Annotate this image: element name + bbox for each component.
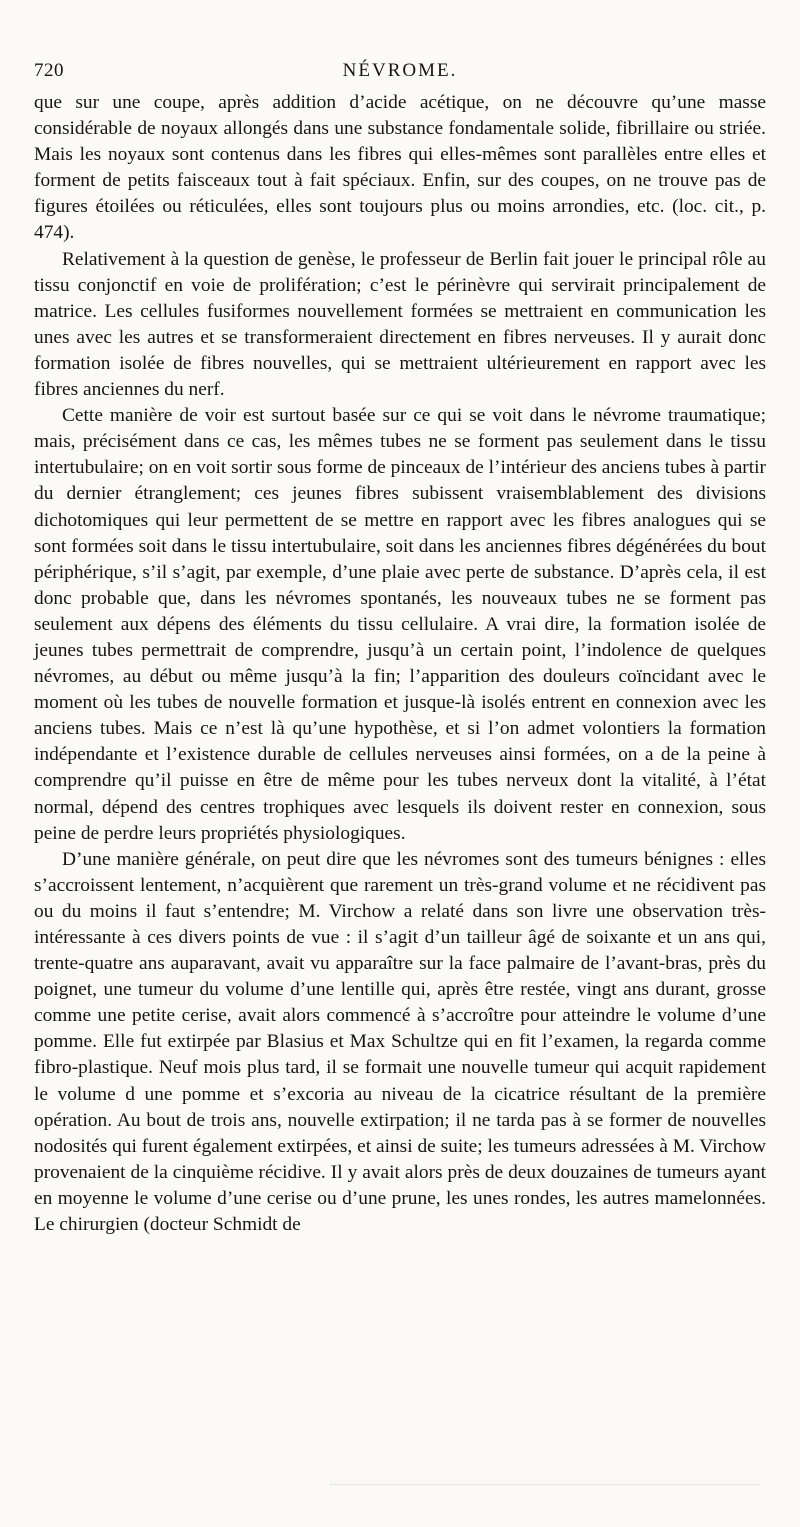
paragraph-genesis: Relativement à la question de genèse, le professeur de Berlin fait jouer le principal rôle au tissu conjonctif en voie de prolifération; c’est le périnèvre qui servirait principalement de matrice. Les cellules fusiformes nouvellement formées se mettraient en communication les unes avec les autres et se transformeraient directement en fibres nerveuses. Il y aurait donc formation isolée de fibres nouvelles, qui se mettraient ultérieurement en rapport avec les fibres anciennes du nerf. — [34, 248, 766, 401]
paragraph-benign-tumors: D’une manière générale, on peut dire que les névromes sont des tumeurs bénignes : elles s’accroissent lentement, n’acquièrent que rarement un très-grand volume et ne récidivent pas ou du moins il faut s’entendre; M. Virchow a relaté dans son livre une observation très-intéressante à ces divers points de vue : il s’agit d’un tailleur âgé de soixante et un ans qui, trente-quatre ans auparavant, avait vu apparaître sur la face palmaire de l’avant-bras, près du poignet, une tumeur du volume d’une lentille qui, après être restée, vingt ans durant, grosse comme une petite cerise, avait alors commencé à s’accroître pour atteindre le volume d’une pomme. Elle fut extirpée par Blasius et Max Schultze qui en fit l’examen, la regarda comme fibro-plastique. Neuf mois plus tard, il se formait une nouvelle tumeur qui acquit rapidement le volume d une pomme et s’excoria au niveau de la cicatrice résultant de la première opération. Au bout de trois ans, nouvelle extirpation; il ne tarda pas à se former de nouvelles nodosités qui furent également extirpées, et ainsi de suite; les tumeurs adressées à M. Virchow provenaient de la cinquième récidive. Il y avait alors près de deux douzaines de tumeurs ayant en moyenne le volume d’une cerise ou d’une prune, les unes rondes, les autres mamelonnées. Le chirurgien (docteur Schmidt de — [34, 848, 766, 1236]
paragraph-continuation: que sur une coupe, après addition d’acide acétique, on ne découvre qu’une masse considérable de noyaux allongés dans une substance fondamentale solide, fibrillaire ou striée. Mais les noyaux sont contenus dans les fibres qui elles-mêmes sont parallèles entre elles et forment de petits faisceaux tout à fait spéciaux. Enfin, sur des coupes, on ne trouve pas de figures étoilées ou réticulées, elles sont toujours plus ou moins arrondies, etc. (loc. cit., p. 474). — [34, 92, 766, 244]
book-page — [34, 56, 766, 1238]
scan-artifact-divider — [330, 1484, 760, 1487]
running-head — [34, 56, 766, 90]
running-title: NÉVROME. — [342, 60, 458, 81]
paragraph-traumatic-neuroma: Cette manière de voir est surtout basée sur ce qui se voit dans le névrome traumatique; mais, précisément dans ce cas, les mêmes tubes ne se forment pas seulement dans le tissu intertubulaire; on en voit sortir sous forme de pinceaux de l’intérieur des anciens tubes à partir du dernier étranglement; ces jeunes fibres subissent vraisemblablement des divisions dichotomiques qui leur permettent de se mettre en rapport avec les fibres analogues qui se sont formées soit dans le tissu intertubulaire, soit dans les anciennes fibres dégénérées du bout périphérique, s’il s’agit, par exemple, d’une plaie avec perte de substance. D’après cela, il est donc probable que, dans les névromes spontanés, les nouveaux tubes ne se forment pas seulement aux dépens des éléments du tissu cellulaire. A vrai dire, la formation isolée de jeunes tubes permettrait de comprendre, jusqu’à un certain point, l’indolence de quelques névromes, au début ou même jusqu’à la fin; l’apparition des douleurs coïncidant avec le moment où les tubes de nouvelle formation et jusque-là isolés entrent en connexion avec les anciens tubes. Mais ce n’est là qu’une hypothèse, et si l’on admet volontiers la formation indépendante et l’existence durable de cellules nerveuses ainsi formées, on a de la peine à comprendre qu’il puisse en être de même pour les tubes nerveux dont la vitalité, à l’état normal, dépend des centres trophiques avec lesquels ils doivent rester en connexion, sous peine de perdre leurs propriétés physiologiques. — [34, 405, 766, 844]
page-number: 720 — [34, 60, 64, 81]
